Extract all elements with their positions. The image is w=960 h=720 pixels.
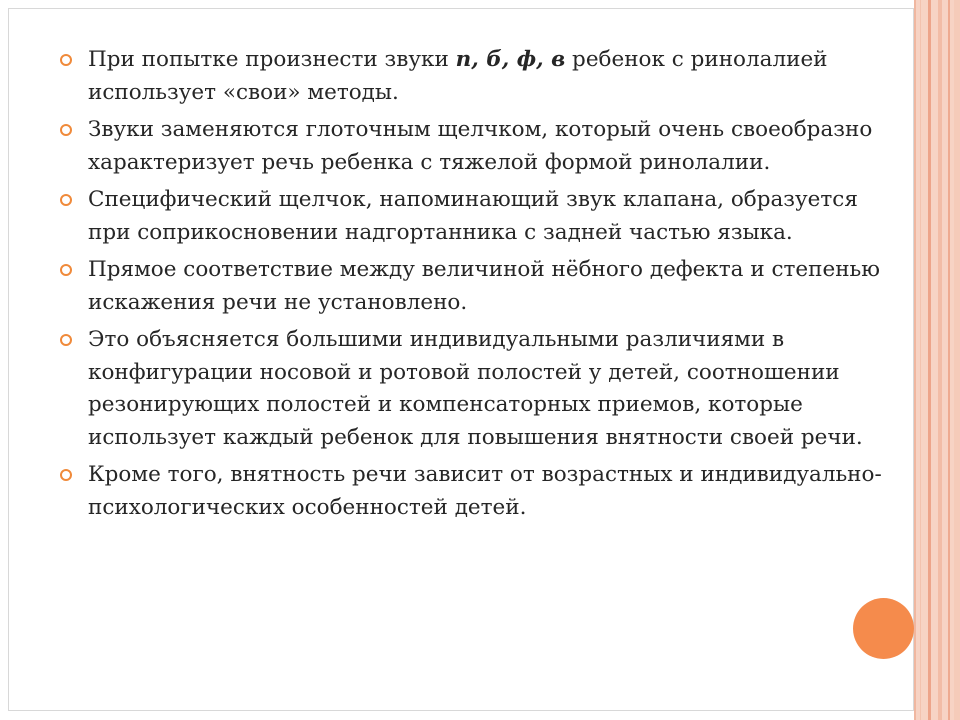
bullet-text: Звуки заменяются глоточным щелчком, который очень своеобразно характеризует речь ребенка с тяжелой формой ринолалии. [88, 117, 873, 175]
bullet-text: Это объясняется большими индивидуальными различиями в конфигурации носовой и ротовой полостей у детей, соотношении резонирующих полостей и компенсаторных приемов, которые использует каждый ребенок для повышения внятности своей речи. [88, 327, 863, 450]
bullet-text: Прямое соответствие между величиной нёбного дефекта и степенью искажения речи не установлено. [88, 257, 880, 315]
bullet-item [60, 254, 900, 319]
circle-bullet-icon [60, 124, 72, 136]
circle-bullet-icon [60, 194, 72, 206]
bullet-item [60, 459, 900, 524]
circle-bullet-icon [60, 469, 72, 481]
stripe-line [938, 0, 942, 720]
bullet-text-emphasis: п, б, ф, в [455, 47, 566, 72]
bullet-text: Специфический щелчок, напоминающий звук клапана, образуется при соприкосновении надгортанника с задней частью языка. [88, 187, 858, 245]
bullet-item [60, 44, 900, 109]
stripe-line [928, 0, 931, 720]
bullet-item [60, 324, 900, 454]
circle-bullet-icon [60, 264, 72, 276]
stripe-line [914, 0, 916, 720]
stripe-line [948, 0, 950, 720]
stripe-line [954, 0, 960, 720]
circle-bullet-icon [60, 54, 72, 66]
bullet-item [60, 184, 900, 249]
bullet-text: Кроме того, внятность речи зависит от возрастных и индивидуально-психологических особенностей детей. [88, 462, 882, 520]
bullet-text: ребенок с ринолалией использует «свои» методы. [88, 47, 828, 105]
decorative-orange-circle [853, 598, 914, 659]
bullet-item [60, 114, 900, 179]
decorative-side-stripes [914, 0, 960, 720]
stripe-line [920, 0, 921, 720]
bullet-text: При попытке произнести звуки [88, 47, 456, 72]
slide-content [60, 44, 900, 529]
circle-bullet-icon [60, 334, 72, 346]
